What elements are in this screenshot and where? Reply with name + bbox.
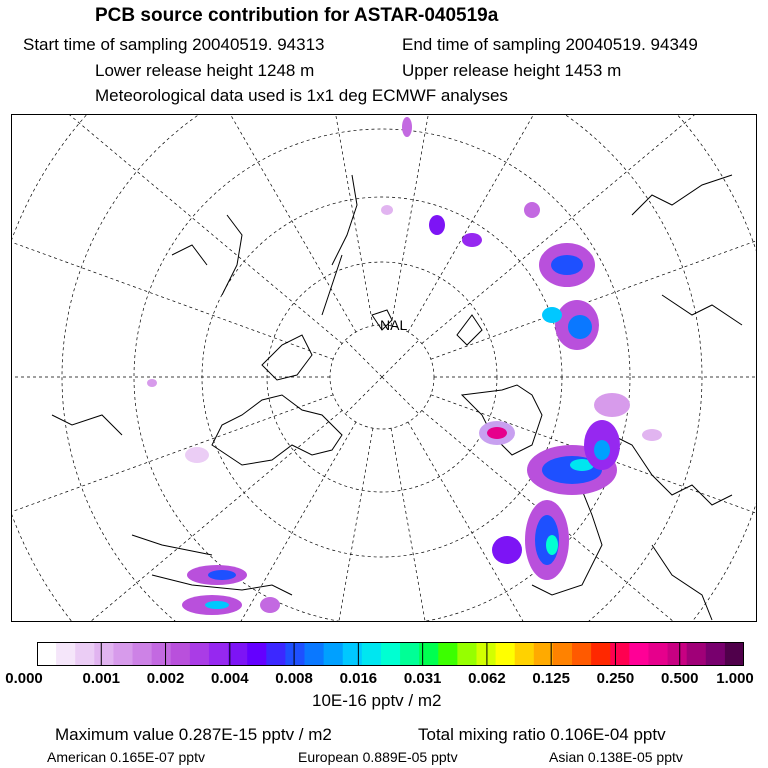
page-title: PCB source contribution for ASTAR-040519a	[95, 5, 499, 26]
colorbar-swatch	[400, 642, 420, 666]
meridian-line	[226, 115, 373, 326]
lower-height-label: Lower release height 1248 m	[95, 61, 315, 80]
colorbar-swatch	[687, 642, 707, 666]
colorbar-tick-label: 0.125	[532, 670, 570, 687]
colorbar-swatch	[648, 642, 668, 666]
colorbar-swatch	[610, 642, 630, 666]
colorbar-swatch	[515, 642, 535, 666]
colorbar-swatch	[56, 642, 76, 666]
meridian-line	[408, 115, 757, 332]
start-time-label: Start time of sampling 20040519. 94313	[23, 35, 325, 54]
colorbar-swatch	[553, 642, 573, 666]
colorbar-swatch	[381, 642, 401, 666]
colorbar-swatch	[209, 642, 229, 666]
colorbar-swatch	[572, 642, 592, 666]
meridian-line	[12, 115, 342, 344]
colorbar-swatch	[190, 642, 210, 666]
colorbar-swatch	[419, 642, 439, 666]
colorbar-swatch	[133, 642, 153, 666]
station-label: NAL	[380, 317, 408, 333]
colorbar-swatch	[343, 642, 363, 666]
colorbar-swatch	[305, 642, 325, 666]
colorbar	[37, 642, 744, 666]
meridian-line	[12, 115, 356, 332]
colorbar-swatch	[228, 642, 248, 666]
colorbar-swatch	[285, 642, 305, 666]
colorbar-swatch	[362, 642, 382, 666]
colorbar-tick-label: 0.500	[660, 670, 699, 687]
meridian-line	[12, 422, 356, 622]
colorbar-swatch	[629, 642, 649, 666]
colorbar-swatch	[457, 642, 477, 666]
colorbar-swatch	[171, 642, 191, 666]
asian-contribution: Asian 0.138E-05 pptv	[549, 749, 683, 765]
colorbar-swatch	[496, 642, 516, 666]
colorbar-tick-label: 0.001	[82, 670, 121, 687]
colorbar-swatch	[438, 642, 458, 666]
total-mixing-ratio-label: Total mixing ratio 0.106E-04 pptv	[418, 725, 666, 744]
colorbar-tick-label: 0.004	[211, 670, 249, 687]
colorbar-swatch	[534, 642, 554, 666]
coastlines	[52, 175, 742, 620]
colorbar-tick-label: 0.062	[468, 670, 506, 687]
meridian-line	[12, 115, 333, 359]
polar-map	[11, 114, 757, 622]
colorbar-tick-label: 1.000	[716, 670, 754, 687]
colorbar-tick-label: 0.000	[5, 670, 43, 687]
colorbar-swatch	[668, 642, 688, 666]
meridians	[12, 115, 757, 622]
colorbar-tick-label: 0.008	[275, 670, 313, 687]
european-contribution: European 0.889E-05 pptv	[298, 749, 458, 765]
concentration-plumes	[147, 117, 662, 615]
colorbar-swatch	[152, 642, 172, 666]
colorbar-swatch	[37, 642, 57, 666]
meridian-line	[12, 395, 333, 622]
graticule	[12, 115, 757, 622]
map-canvas	[12, 115, 757, 622]
colorbar-tick-label: 0.016	[339, 670, 378, 687]
colorbar-swatch	[75, 642, 95, 666]
colorbar-tick-label: 0.002	[146, 670, 185, 687]
meridian-line	[345, 377, 382, 414]
meridian-line	[391, 115, 538, 326]
colorbar-swatch	[725, 642, 744, 666]
colorbar-swatch	[94, 642, 114, 666]
colorbar-units: 10E-16 pptv / m2	[312, 691, 442, 710]
american-contribution: American 0.165E-07 pptv	[47, 749, 205, 765]
colorbar-swatch	[476, 642, 496, 666]
meridian-line	[391, 428, 538, 622]
colorbar-swatch	[266, 642, 286, 666]
meridian-line	[382, 377, 419, 414]
colorbar-swatch	[706, 642, 726, 666]
meteo-data-label: Meteorological data used is 1x1 deg ECMWF analyses	[95, 86, 508, 105]
colorbar-tick-label: 0.250	[596, 670, 635, 687]
max-value-label: Maximum value 0.287E-15 pptv / m2	[55, 725, 332, 744]
upper-height-label: Upper release height 1453 m	[402, 61, 622, 80]
colorbar-swatch	[324, 642, 344, 666]
colorbar-tick-label: 0.031	[403, 670, 442, 687]
meridian-line	[382, 340, 419, 377]
meridian-line	[345, 340, 382, 377]
colorbar-swatch	[591, 642, 611, 666]
colorbar-swatch	[247, 642, 267, 666]
end-time-label: End time of sampling 20040519. 94349	[402, 35, 698, 54]
colorbar-swatch	[113, 642, 133, 666]
